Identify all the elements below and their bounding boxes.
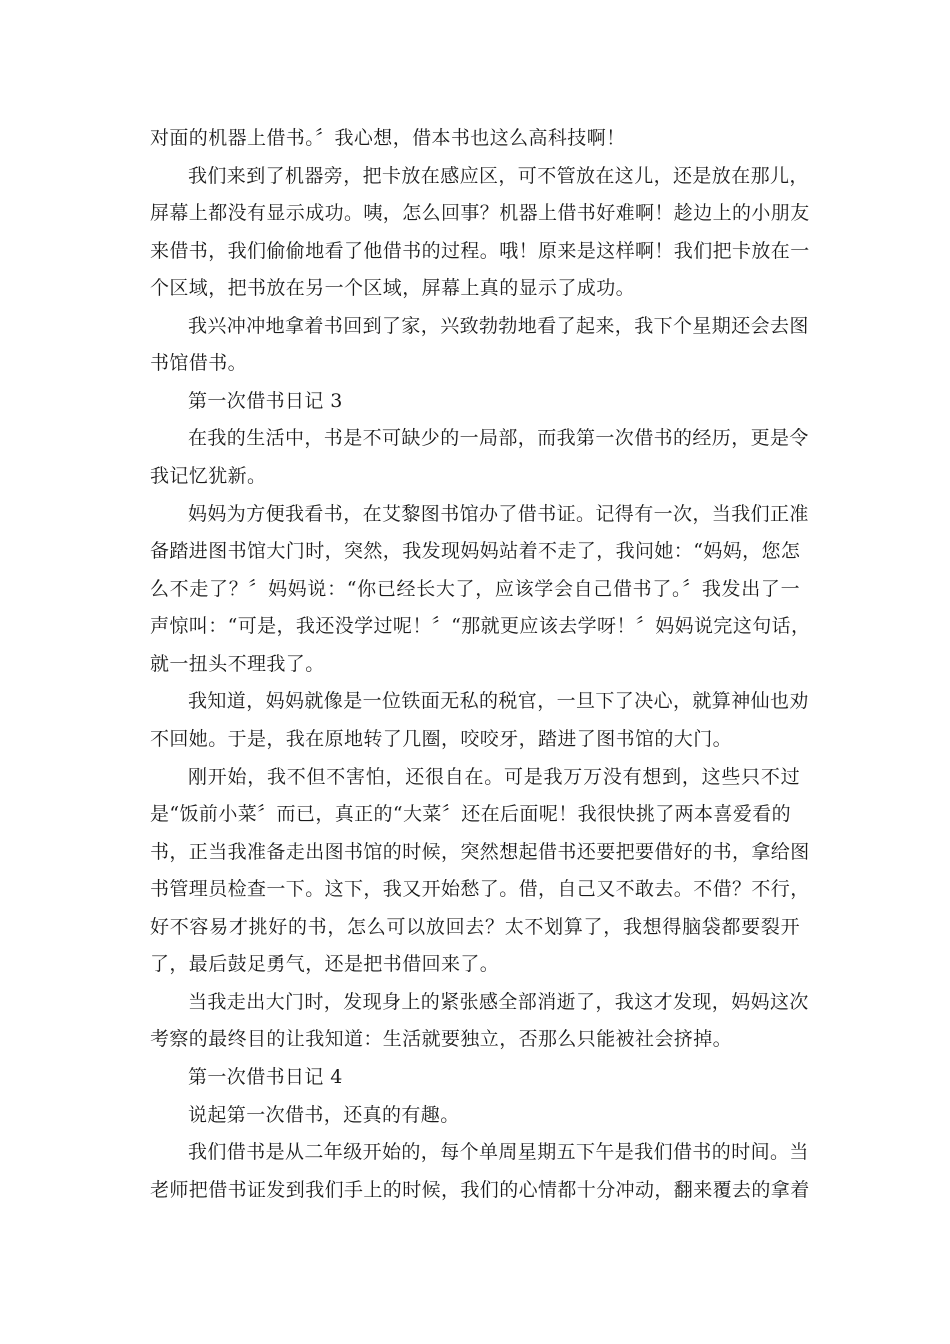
text-line: 书，正当我准备走出图书馆的时候，突然想起借书还要把要借好的书，拿给图 (150, 841, 810, 863)
section-heading: 第一次借书日记 4 (188, 1066, 343, 1088)
paragraph-first-line: 当我走出大门时，发现身上的紧张感全部消逝了，我这才发现，妈妈这次 (188, 991, 809, 1013)
text-line: 声惊叫：“可是，我还没学过呢！〞“那就更应该去学呀！〞妈妈说完这句话， (150, 615, 811, 637)
text-line: 备踏进图书馆大门时，突然，我发现妈妈站着不走了，我问她：“妈妈，您怎 (150, 540, 801, 562)
text-line: 不回她。于是，我在原地转了几圈，咬咬牙，踏进了图书馆的大门。 (150, 728, 733, 750)
text-line: 了，最后鼓足勇气，还是把书借回来了。 (150, 953, 500, 975)
text-line: 书馆借书。 (150, 352, 248, 374)
paragraph-first-line: 我们来到了机器旁，把卡放在感应区，可不管放在这儿，还是放在那儿， (188, 165, 809, 187)
paragraph-first-line: 我知道，妈妈就像是一位铁面无私的税官，一旦下了决心，就算神仙也劝 (188, 690, 809, 712)
section-heading: 第一次借书日记 3 (188, 390, 343, 412)
text-line: 是“饭前小菜〞而已，真正的“大菜〞还在后面呢！我很快挑了两本喜爱看的 (150, 803, 792, 825)
text-line: 屏幕上都没有显示成功。咦，怎么回事？机器上借书好难啊！趁边上的小朋友 (150, 202, 810, 224)
paragraph-first-line: 刚开始，我不但不害怕，还很自在。可是我万万没有想到，这些只不过 (188, 766, 800, 788)
paragraph-first-line: 说起第一次借书，还真的有趣。 (188, 1104, 460, 1126)
paragraph-first-line: 我兴冲冲地拿着书回到了家，兴致勃勃地看了起来，我下个星期还会去图 (188, 315, 809, 337)
paragraph-first-line: 妈妈为方便我看书，在艾黎图书馆办了借书证。记得有一次，当我们正准 (188, 503, 809, 525)
text-line: 对面的机器上借书。〞我心想，借本书也这么高科技啊！ (150, 127, 626, 149)
text-line: 考察的最终目的让我知道：生活就要独立，否那么只能被社会挤掉。 (150, 1028, 733, 1050)
text-line: 我记忆犹新。 (150, 465, 267, 487)
paragraph-first-line: 在我的生活中，书是不可缺少的一局部，而我第一次借书的经历，更是令 (188, 427, 809, 449)
paragraph-first-line: 我们借书是从二年级开始的，每个单周星期五下午是我们借书的时间。当 (188, 1141, 809, 1163)
text-line: 书管理员检查一下。这下，我又开始愁了。借，自己又不敢去。不借？不行， (150, 878, 810, 900)
text-line: 个区域，把书放在另一个区域，屏幕上真的显示了成功。 (150, 277, 636, 299)
text-line: 么不走了？〞妈妈说：“你已经长大了，应该学会自己借书了。〞我发出了一 (150, 578, 800, 600)
text-line: 老师把借书证发到我们手上的时候，我们的心情都十分冲动，翻来覆去的拿着 (150, 1179, 810, 1201)
text-line: 来借书，我们偷偷地看了他借书的过程。哦！原来是这样啊！我们把卡放在一 (150, 240, 810, 262)
text-line: 好不容易才挑好的书，怎么可以放回去？太不划算了，我想得脑袋都要裂开 (150, 916, 800, 938)
text-line: 就一扭头不理我了。 (150, 653, 325, 675)
